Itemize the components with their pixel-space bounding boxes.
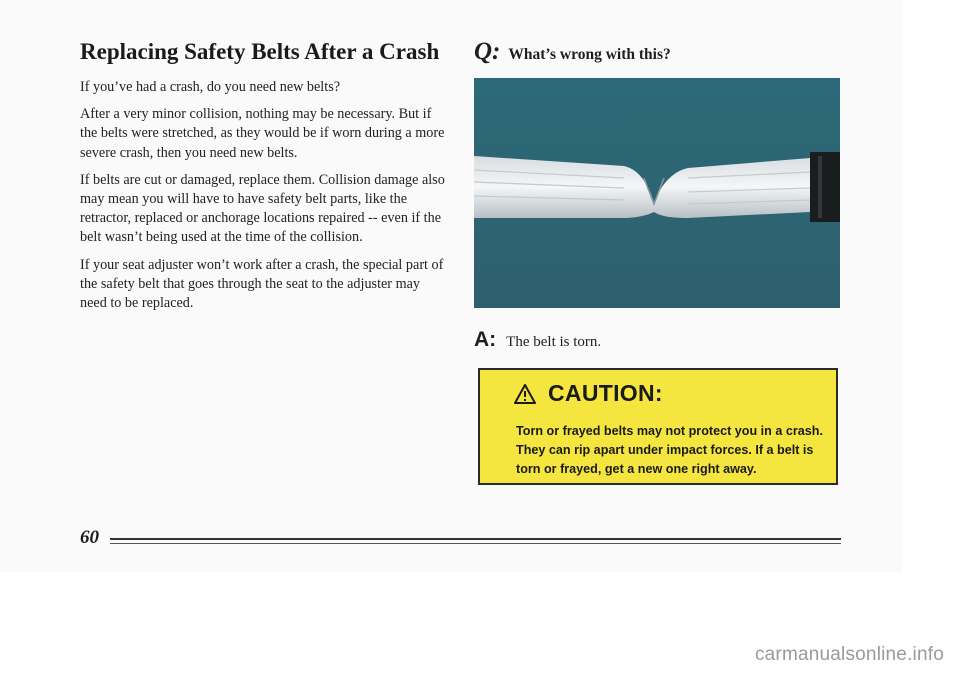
paragraph-3: If belts are cut or damaged, replace them. Collision damage also may mean you will have to have safety belt parts, like the retractor, replaced or anchorage locations repaired -- even if the belt wasn’t being used at the time of the collision. xyxy=(80,171,445,246)
paragraph-1: If you’ve had a crash, do you need new belts? xyxy=(80,79,341,95)
caution-text: Torn or frayed belts may not protect you in a crash. They can rip apart under impact forces. If a belt is torn or frayed, get a new one right away. xyxy=(516,424,823,476)
caution-title-row xyxy=(514,380,663,407)
caution-box xyxy=(478,368,838,485)
torn-belt-photo xyxy=(474,78,840,308)
section-heading: Replacing Safety Belts After a Crash xyxy=(80,39,440,64)
footer-rule-thin xyxy=(110,543,841,544)
page-number: 60 xyxy=(80,527,99,548)
answer-row xyxy=(474,328,601,352)
caution-title: CAUTION: xyxy=(548,380,663,406)
watermark: carmanualsonline.info xyxy=(754,644,944,665)
question-marker: Q: xyxy=(474,38,501,65)
paragraph-2: After a very minor collision, nothing may be necessary. But if the belts were stretched, as they would be if worn during a more severe crash, then you need new belts. xyxy=(80,106,445,161)
right-column xyxy=(474,38,844,476)
torn-belt-illustration xyxy=(474,78,840,308)
paragraph-4: If your seat adjuster won’t work after a crash, the special part of the safety belt that goes through the seat to the adjuster may need to be replaced. xyxy=(80,256,444,312)
warning-triangle-icon xyxy=(514,384,536,404)
left-column xyxy=(80,38,450,321)
footer-rule-thick xyxy=(110,538,841,540)
answer-marker: A: xyxy=(474,328,497,351)
answer-text: The belt is torn. xyxy=(506,334,602,350)
question-row xyxy=(474,38,844,68)
question-text: What’s wrong with this? xyxy=(508,46,671,63)
